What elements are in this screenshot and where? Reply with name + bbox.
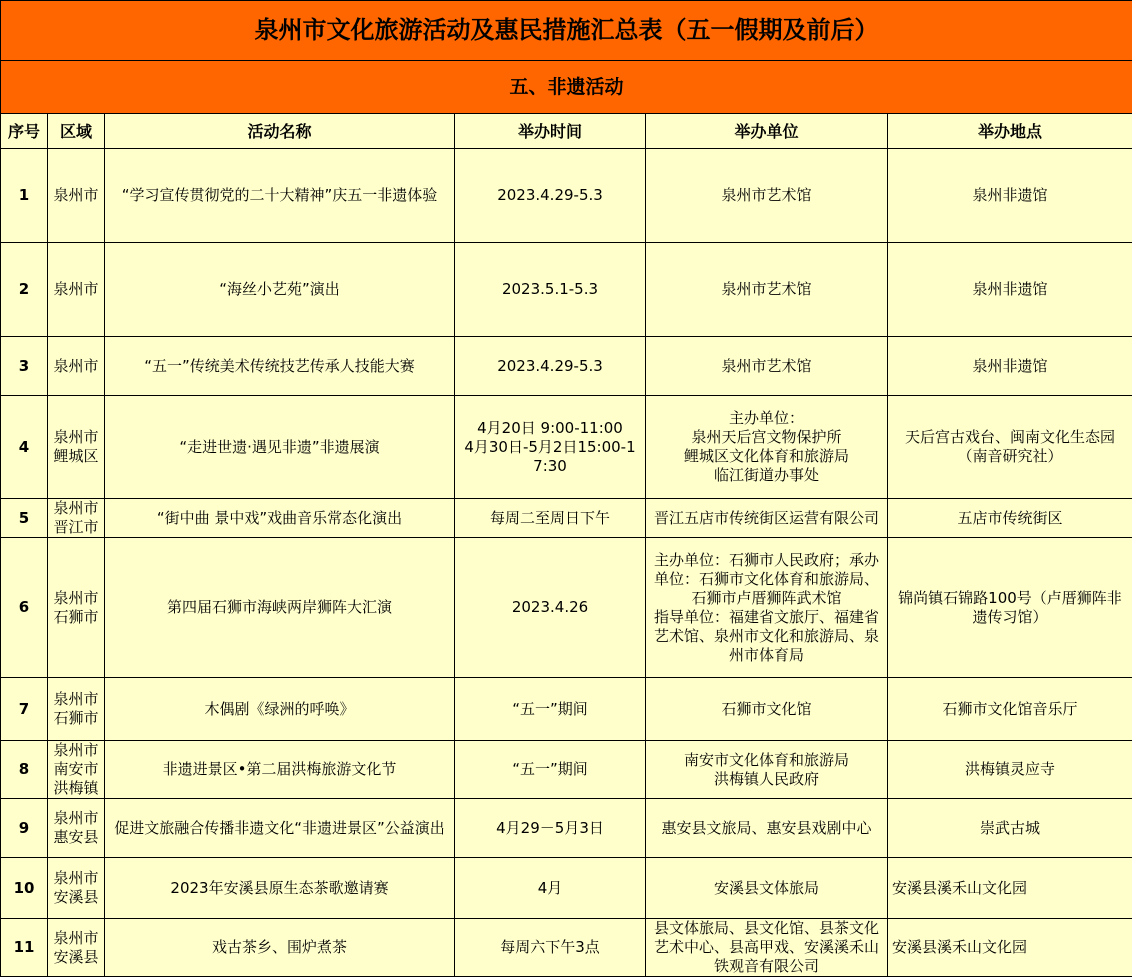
cell-place: 泉州非遗馆 bbox=[888, 149, 1132, 243]
cell-no: 7 bbox=[1, 678, 48, 741]
cell-organizer: 泉州市艺术馆 bbox=[646, 243, 888, 337]
cell-place: 锦尚镇石锦路100号（卢厝狮阵非遗传习馆） bbox=[888, 538, 1132, 678]
cell-region: 泉州市 安溪县 bbox=[48, 919, 105, 977]
column-header-region: 区域 bbox=[48, 114, 105, 149]
table-row bbox=[1, 919, 1132, 977]
cell-no: 5 bbox=[1, 499, 48, 538]
table-row bbox=[1, 337, 1132, 396]
column-header-organizer: 举办单位 bbox=[646, 114, 888, 149]
cell-place: 洪梅镇灵应寺 bbox=[888, 741, 1132, 799]
cell-place: 安溪县溪禾山文化园 bbox=[888, 858, 1132, 919]
cell-region: 泉州市 bbox=[48, 149, 105, 243]
table-row bbox=[1, 858, 1132, 919]
cell-time: “五一”期间 bbox=[455, 678, 646, 741]
cell-place: 五店市传统街区 bbox=[888, 499, 1132, 538]
cell-name: 促进文旅融合传播非遗文化“非遗进景区”公益演出 bbox=[105, 799, 455, 858]
cell-region: 泉州市 惠安县 bbox=[48, 799, 105, 858]
cell-no: 2 bbox=[1, 243, 48, 337]
cell-organizer: 惠安县文旅局、惠安县戏剧中心 bbox=[646, 799, 888, 858]
cell-name: 非遗进景区•第二届洪梅旅游文化节 bbox=[105, 741, 455, 799]
cell-name: “走进世遗·遇见非遗”非遗展演 bbox=[105, 396, 455, 499]
cell-place: 石狮市文化馆音乐厅 bbox=[888, 678, 1132, 741]
cell-region: 泉州市 晋江市 bbox=[48, 499, 105, 538]
cell-no: 8 bbox=[1, 741, 48, 799]
column-header-place: 举办地点 bbox=[888, 114, 1132, 149]
cell-region: 泉州市 bbox=[48, 337, 105, 396]
cell-name: 第四届石狮市海峡两岸狮阵大汇演 bbox=[105, 538, 455, 678]
column-header-name: 活动名称 bbox=[105, 114, 455, 149]
cell-no: 1 bbox=[1, 149, 48, 243]
cell-place: 泉州非遗馆 bbox=[888, 337, 1132, 396]
cell-no: 11 bbox=[1, 919, 48, 977]
cell-region: 泉州市 鲤城区 bbox=[48, 396, 105, 499]
page-title: 泉州市文化旅游活动及惠民措施汇总表（五一假期及前后） bbox=[1, 1, 1132, 61]
cell-place: 泉州非遗馆 bbox=[888, 243, 1132, 337]
table-row bbox=[1, 538, 1132, 678]
cell-organizer: 石狮市文化馆 bbox=[646, 678, 888, 741]
cell-region: 泉州市 石狮市 bbox=[48, 538, 105, 678]
cell-place: 天后宫古戏台、闽南文化生态园 （南音研究社） bbox=[888, 396, 1132, 499]
cell-place: 崇武古城 bbox=[888, 799, 1132, 858]
cell-organizer: 晋江五店市传统街区运营有限公司 bbox=[646, 499, 888, 538]
column-header-no: 序号 bbox=[1, 114, 48, 149]
cell-name: “街中曲 景中戏”戏曲音乐常态化演出 bbox=[105, 499, 455, 538]
table-row bbox=[1, 396, 1132, 499]
cell-no: 3 bbox=[1, 337, 48, 396]
cell-time: “五一”期间 bbox=[455, 741, 646, 799]
cell-region: 泉州市 bbox=[48, 243, 105, 337]
cell-region: 泉州市 南安市 洪梅镇 bbox=[48, 741, 105, 799]
cell-time: 2023.4.26 bbox=[455, 538, 646, 678]
cell-time: 4月 bbox=[455, 858, 646, 919]
cell-no: 6 bbox=[1, 538, 48, 678]
cell-time: 2023.4.29-5.3 bbox=[455, 337, 646, 396]
cell-organizer: 泉州市艺术馆 bbox=[646, 337, 888, 396]
table-row bbox=[1, 499, 1132, 538]
table-row bbox=[1, 799, 1132, 858]
cell-organizer: 安溪县文体旅局 bbox=[646, 858, 888, 919]
cell-organizer: 县文体旅局、县文化馆、县茶文化艺术中心、县高甲戏、安溪溪禾山铁观音有限公司 bbox=[646, 919, 888, 977]
cell-no: 10 bbox=[1, 858, 48, 919]
cell-region: 泉州市 石狮市 bbox=[48, 678, 105, 741]
cell-no: 4 bbox=[1, 396, 48, 499]
cell-organizer: 泉州市艺术馆 bbox=[646, 149, 888, 243]
cell-time: 每周六下午3点 bbox=[455, 919, 646, 977]
column-header-time: 举办时间 bbox=[455, 114, 646, 149]
table-row bbox=[1, 741, 1132, 799]
cell-time: 2023.5.1-5.3 bbox=[455, 243, 646, 337]
cell-organizer: 主办单位： 泉州天后宫文物保护所 鲤城区文化体育和旅游局 临江街道办事处 bbox=[646, 396, 888, 499]
table-row bbox=[1, 149, 1132, 243]
cell-region: 泉州市 安溪县 bbox=[48, 858, 105, 919]
cell-time: 每周二至周日下午 bbox=[455, 499, 646, 538]
cell-time: 4月20日 9:00-11:00 4月30日-5月2日15:00-17:30 bbox=[455, 396, 646, 499]
table-row bbox=[1, 243, 1132, 337]
cell-name: “五一”传统美术传统技艺传承人技能大赛 bbox=[105, 337, 455, 396]
cell-time: 4月29－5月3日 bbox=[455, 799, 646, 858]
section-title: 五、非遗活动 bbox=[1, 61, 1132, 114]
cell-place: 安溪县溪禾山文化园 bbox=[888, 919, 1132, 977]
table-row bbox=[1, 678, 1132, 741]
cell-name: 木偶剧《绿洲的呼唤》 bbox=[105, 678, 455, 741]
cell-organizer: 主办单位：石狮市人民政府；承办单位：石狮市文化体育和旅游局、石狮市卢厝狮阵武术馆 指导单位：福建省文旅厅、福建省艺术馆、泉州市文化和旅游局、泉州市体育局 bbox=[646, 538, 888, 678]
table-header-row bbox=[1, 114, 1132, 149]
cell-organizer: 南安市文化体育和旅游局 洪梅镇人民政府 bbox=[646, 741, 888, 799]
cell-name: “学习宣传贯彻党的二十大精神”庆五一非遗体验 bbox=[105, 149, 455, 243]
cell-name: 戏古茶乡、围炉煮茶 bbox=[105, 919, 455, 977]
cell-no: 9 bbox=[1, 799, 48, 858]
cell-time: 2023.4.29-5.3 bbox=[455, 149, 646, 243]
cell-name: “海丝小艺苑”演出 bbox=[105, 243, 455, 337]
cell-name: 2023年安溪县原生态茶歌邀请赛 bbox=[105, 858, 455, 919]
